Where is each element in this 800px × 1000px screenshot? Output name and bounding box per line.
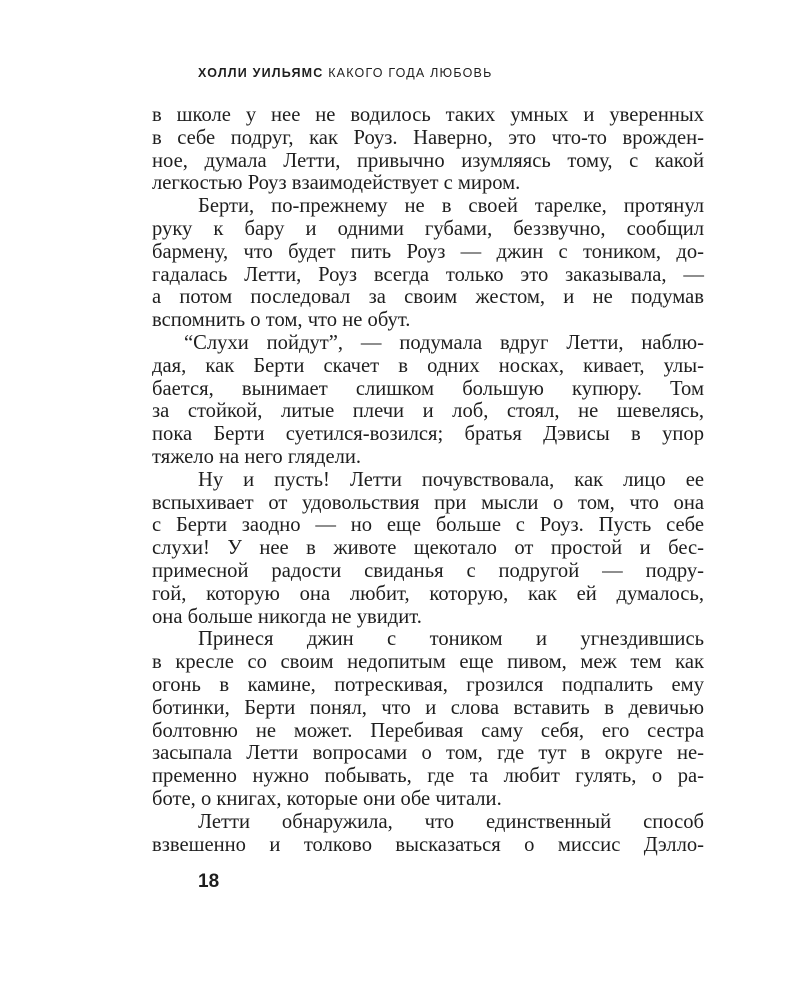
- text-line: в себе подруг, как Роуз. Наверно, это что-то врожден-: [152, 126, 704, 149]
- text-line: вспыхивает от удовольствия при мысли о том, что она: [152, 491, 704, 514]
- text-line: с Берти заодно — но еще больше с Роуз. Пусть себе: [152, 514, 704, 537]
- running-head-author: ХОЛЛИ УИЛЬЯМС: [198, 66, 324, 80]
- text-line: в школе у нее не водилось таких умных и уверенных: [152, 104, 704, 126]
- text-line: ботинки, Берти понял, что и слова вставить в девичью: [152, 696, 704, 719]
- text-line: огонь в камине, потрескивая, грозился подпалить ему: [152, 673, 704, 696]
- text-line: Ну и пусть! Летти почувствовала, как лицо ее: [198, 468, 704, 491]
- text-line: Летти обнаружила, что единственный способ: [198, 810, 704, 833]
- text-line: “Слухи пойдут”, — подумала вдруг Летти, наблю-: [184, 331, 704, 354]
- text-line: легкостью Роуз взаимодействует с миром.: [152, 172, 521, 195]
- text-line: в кресле со своим недопитым еще пивом, меж тем как: [152, 651, 704, 674]
- text-line: взвешенно и толково высказаться о миссис Дэлло-: [152, 833, 704, 856]
- text-line: гадалась Летти, Роуз всегда только это заказывала, —: [152, 263, 704, 286]
- text-line: пременно нужно побывать, где та любит гулять, о ра-: [152, 765, 704, 788]
- text-line: боте, о книгах, которые они обе читали.: [152, 787, 502, 810]
- text-line: засыпала Летти вопросами о том, где тут в округе не-: [152, 742, 704, 765]
- text-line: Берти, по-прежнему не в своей тарелке, протянул: [198, 195, 704, 218]
- text-line: дая, как Берти скачет в одних носках, кивает, улы-: [152, 354, 704, 377]
- text-line: болтовню не может. Перебивая саму себя, его сестра: [152, 719, 704, 742]
- text-line: за стойкой, литые плечи и лоб, стоял, не шевелясь,: [152, 400, 704, 423]
- text-line: а потом последовал за своим жестом, и не подумав: [152, 286, 704, 309]
- text-line: Принеся джин с тоником и угнездившись: [198, 628, 704, 651]
- page-number: 18: [198, 871, 220, 892]
- text-line: вспомнить о том, что не обут.: [152, 309, 411, 332]
- text-line: гой, которую она любит, которую, как ей думалось,: [152, 582, 704, 605]
- running-head-title: КАКОГО ГОДА ЛЮБОВЬ: [328, 66, 493, 80]
- text-line: бается, вынимает слишком большую купюру. Том: [152, 377, 704, 400]
- text-line: она больше никогда не увидит.: [152, 605, 422, 628]
- body-text: [152, 104, 704, 856]
- text-line: слухи! У нее в животе щекотало от простой и бес-: [152, 537, 704, 560]
- text-line: тяжело на него глядели.: [152, 445, 362, 468]
- text-line: руку к бару и одними губами, беззвучно, сообщил: [152, 217, 704, 240]
- text-line: бармену, что будет пить Роуз — джин с тоником, до-: [152, 240, 704, 263]
- text-line: примесной радости свиданья с подругой — подру-: [152, 559, 704, 582]
- text-line: ное, думала Летти, привычно изумляясь тому, с какой: [152, 149, 704, 172]
- text-line: пока Берти суетился-возился; братья Дэвисы в упор: [152, 423, 704, 446]
- running-head: [198, 66, 492, 80]
